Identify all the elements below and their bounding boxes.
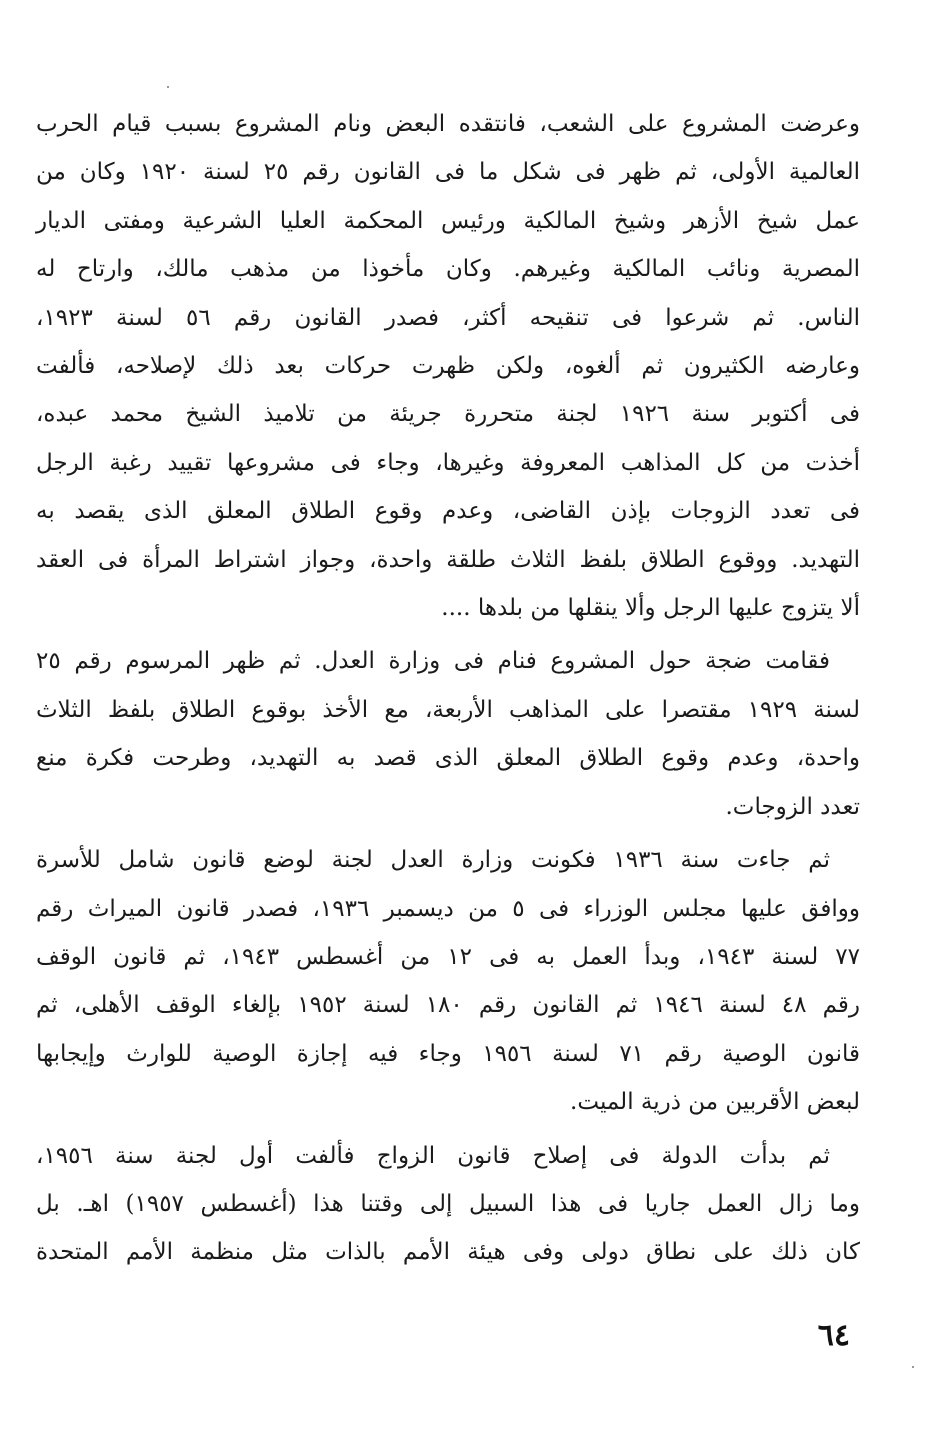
page-number: ٦٤ — [817, 1318, 850, 1353]
text-line: وعرضت المشروع على الشعب، فانتقده البعض ونام المشروع بسبب قيام الحرب — [36, 111, 860, 137]
text-line: تعدد الزوجات. — [725, 793, 860, 820]
text-line: الناس. ثم شرعوا فى تنقيحه أكثر، فصدر القانون رقم ٥٦ لسنة ١٩٢٣، — [36, 304, 860, 331]
text-line: فقامت ضجة حول المشروع فنام فى وزارة العدل. ثم ظهر المرسوم رقم ٢٥ — [36, 648, 830, 675]
text-line: واحدة، وعدم وقوع الطلاق المعلق الذى قصد به التهديد، وطرحت فكرة منع — [36, 745, 860, 772]
scan-speck — [912, 1366, 914, 1368]
text-line: ثم جاءت سنة ١٩٣٦ فكونت وزارة العدل لجنة لوضع قانون شامل للأسرة — [36, 847, 830, 874]
text-line: ووافق عليها مجلس الوزراء فى ٥ من ديسمبر ١٩٣٦، فصدر قانون الميراث رقم — [36, 895, 860, 922]
text-line: المصرية ونائب المالكية وغيرهم. وكان مأخوذا من مذهب مالك، وارتاح له — [36, 256, 860, 283]
text-line: وما زال العمل جاريا فى هذا السبيل إلى وقتنا هذا (أغسطس ١٩٥٧) اهـ. بل — [36, 1190, 860, 1217]
text-line: أخذت من كل المذاهب المعروفة وغيرها، وجاء فى مشروعها تقييد رغبة الرجل — [36, 449, 860, 476]
paragraph — [36, 1132, 860, 1277]
text-line: لبعض الأقربين من ذرية الميت. — [570, 1089, 860, 1116]
body-text — [36, 100, 860, 1277]
text-line: لسنة ١٩٢٩ مقتصرا على المذاهب الأربعة، مع الأخذ بوقوع الطلاق بلفظ الثلاث — [36, 696, 860, 723]
text-line: التهديد. ووقوع الطلاق بلفظ الثلاث طلقة واحدة، وجواز اشتراط المرأة فى العقد — [36, 546, 860, 573]
text-line: العالمية الأولى، ثم ظهر فى شكل ما فى القانون رقم ٢٥ لسنة ١٩٢٠ وكان من — [36, 159, 860, 186]
text-line: وعارضه الكثيرون ثم ألغوه، ولكن ظهرت حركات بعد ذلك لإصلاحه، فألفت — [36, 353, 860, 380]
text-line: رقم ٤٨ لسنة ١٩٤٦ ثم القانون رقم ١٨٠ لسنة ١٩٥٢ بإلغاء الوقف الأهلى، ثم — [36, 992, 861, 1019]
text-line: قانون الوصية رقم ٧١ لسنة ١٩٥٦ وجاء فيه إجازة الوصية للوارث وإيجابها — [36, 1040, 860, 1067]
text-line: فى أكتوبر سنة ١٩٢٦ لجنة متحررة جريئة من تلاميذ الشيخ محمد عبده، — [36, 401, 860, 428]
text-line: ثم بدأت الدولة فى إصلاح قانون الزواج فألفت أول لجنة سنة ١٩٥٦، — [36, 1142, 830, 1169]
text-line: فى تعدد الزوجات بإذن القاضى، وعدم وقوع الطلاق المعلق الذى يقصد به — [36, 498, 860, 525]
text-line: ألا يتزوج عليها الرجل وألا ينقلها من بلدها .... — [441, 595, 860, 622]
scan-speck — [167, 86, 169, 88]
paragraph — [36, 836, 860, 1126]
paragraph — [36, 637, 860, 831]
text-line: ٧٧ لسنة ١٩٤٣، وبدأ العمل به فى ١٢ من أغسطس ١٩٤٣، ثم قانون الوقف — [36, 943, 861, 970]
text-line: عمل شيخ الأزهر وشيخ المالكية ورئيس المحكمة العليا الشرعية ومفتى الديار — [36, 207, 860, 234]
text-line: كان ذلك على نطاق دولى وفى هيئة الأمم بالذات مثل منظمة الأمم المتحدة — [36, 1239, 860, 1266]
paragraph — [36, 100, 860, 632]
